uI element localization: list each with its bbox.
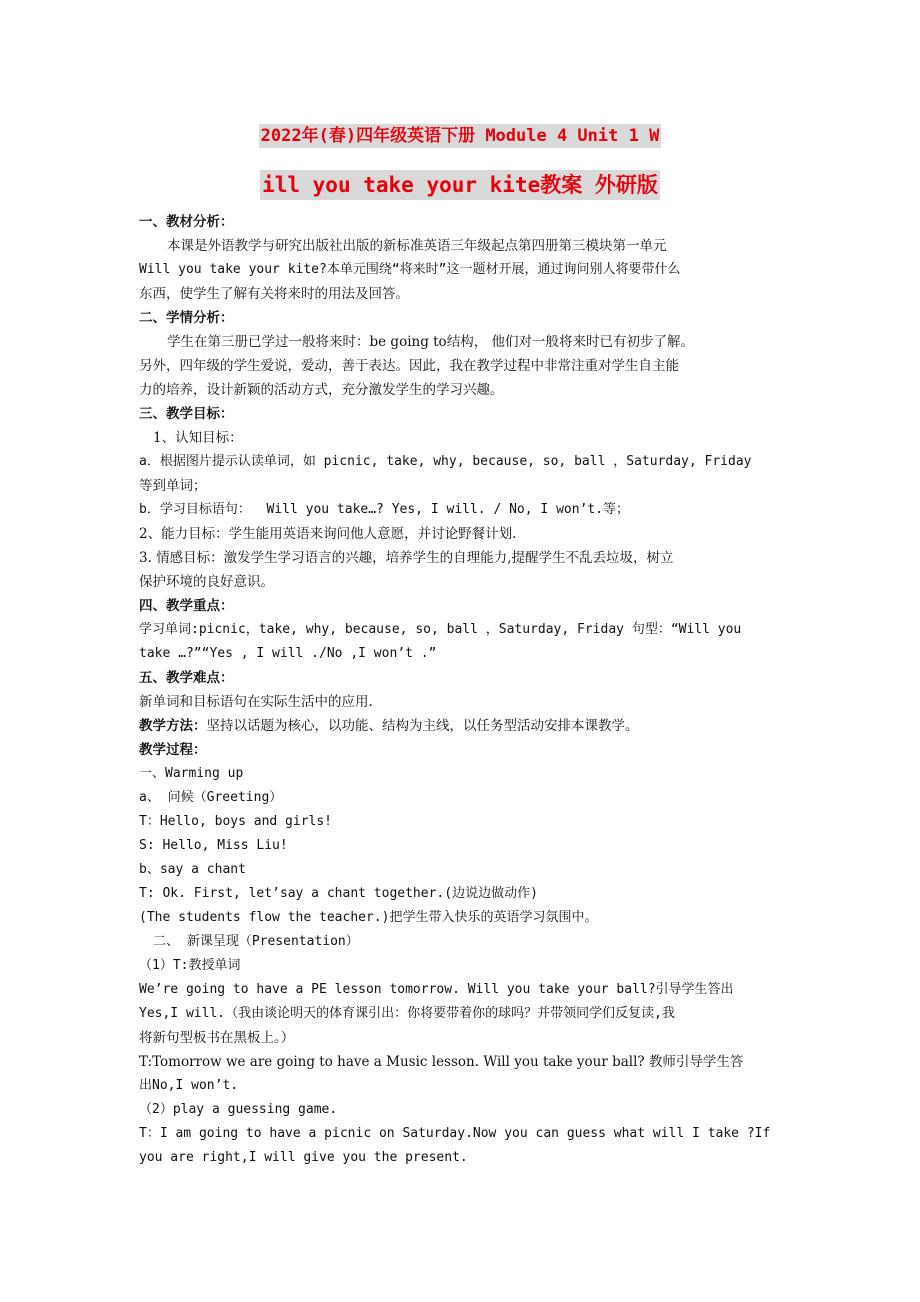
paragraph-line: 将新句型板书在黑板上。）	[139, 1030, 295, 1046]
document-title-line1: 2022年(春)四年级英语下册 Module 4 Unit 1 W	[260, 126, 660, 146]
paragraph-line: 另外，四年级的学生爱说，爱动，善于表达。因此，我在教学过程中非常注重对学生自主能	[139, 358, 679, 374]
paragraph-line: T：Hello, boys and girls!	[139, 814, 333, 829]
paragraph-line: We’re going to have a PE lesson tomorrow. Will you take your ball?引导学生答出	[139, 982, 734, 997]
section-heading-students: 二、学情分析：	[139, 310, 234, 326]
paragraph-line: 学习单词:picnic，take, why, because, so, ball ，Saturday, Friday 句型：“Will you	[139, 622, 742, 637]
paragraph-line: 东西，使学生了解有关将来时的用法及回答。	[139, 286, 409, 302]
paragraph-line: T: Ok. First, let’say a chant together.(边说边做动作)	[139, 886, 538, 901]
section-heading-materials: 一、教材分析：	[139, 214, 234, 230]
label-teaching-method: 教学方法：	[139, 718, 207, 734]
paragraph-line: you are right,I will give you the present.	[139, 1150, 468, 1165]
paragraph-line: b、say a chant	[139, 862, 246, 877]
paragraph-line: 出No,I won’t.	[139, 1078, 239, 1093]
paragraph-line: 3. 情感目标：激发学生学习语言的兴趣，培养学生的自理能力,提醒学生不乱丢垃圾，树立	[139, 550, 674, 566]
paragraph-line: 保护环境的良好意识。	[139, 574, 274, 590]
paragraph-line: 等到单词；	[139, 478, 207, 494]
paragraph-line: a．根据图片提示认读单词，如 picnic, take, why, because, so, ball ，Saturday, Friday	[139, 454, 752, 469]
paragraph-line: S: Hello, Miss Liu!	[139, 838, 288, 853]
paragraph-line: 一、Warming up	[139, 766, 244, 781]
section-heading-objectives: 三、教学目标：	[139, 406, 234, 422]
paragraph-line: a、 问候（Greeting）	[139, 790, 283, 805]
paragraph-line: T:Tomorrow we are going to have a Music lesson. Will you take your ball? 教师引导学生答	[139, 1054, 744, 1070]
document-body	[139, 210, 819, 1170]
paragraph-line: Will you take your kite?本单元围绕“将来时”这一题材开展，通过询问别人将要带什么	[139, 262, 681, 277]
paragraph-line: b．学习目标语句： Will you take…? Yes, I will. / No, I won’t.等；	[139, 502, 630, 517]
section-heading-key-points: 四、教学重点：	[139, 598, 234, 614]
paragraph-line: （2）play a guessing game.	[139, 1102, 338, 1117]
paragraph-line: Yes,I will.（我由谈论明天的体育课引出：你将要带着你的球吗？并带领同学们反复读,我	[139, 1006, 675, 1021]
subheading-presentation: 二、 新课呈现（Presentation）	[153, 934, 359, 949]
paragraph-line: 学生在第三册已学过一般将来时：be going to结构， 他们对一般将来时已有初步了解。	[167, 334, 694, 350]
section-heading-difficulties: 五、教学难点：	[139, 670, 234, 686]
paragraph-line: 新单词和目标语句在实际生活中的应用.	[139, 694, 373, 710]
section-heading-process: 教学过程：	[139, 742, 207, 758]
paragraph-line-teaching-method	[139, 714, 819, 738]
paragraph-line: 力的培养，设计新颖的活动方式，充分激发学生的学习兴趣。	[139, 382, 504, 398]
paragraph-line: （1）T:教授单词	[139, 958, 241, 973]
paragraph-line: 2、能力目标：学生能用英语来询问他人意愿，并讨论野餐计划.	[139, 526, 517, 542]
paragraph-line: (The students flow the teacher.)把学生带入快乐的英语学习氛围中。	[139, 910, 598, 925]
paragraph-line: 本课是外语教学与研究出版社出版的新标准英语三年级起点第四册第三模块第一单元	[167, 238, 667, 254]
subheading-cognitive: 1、认知目标：	[153, 430, 243, 446]
paragraph-line: T：I am going to have a picnic on Saturday.Now you can guess what will I take ?If	[139, 1126, 771, 1141]
text-teaching-method: 坚持以话题为核心，以功能、结构为主线，以任务型活动安排本课教学。	[206, 718, 639, 734]
paragraph-line: take …?”“Yes , I will ./No ,I won’t .”	[139, 646, 437, 661]
document-title-line2: ill you take your kite教案 外研版	[0, 171, 920, 199]
